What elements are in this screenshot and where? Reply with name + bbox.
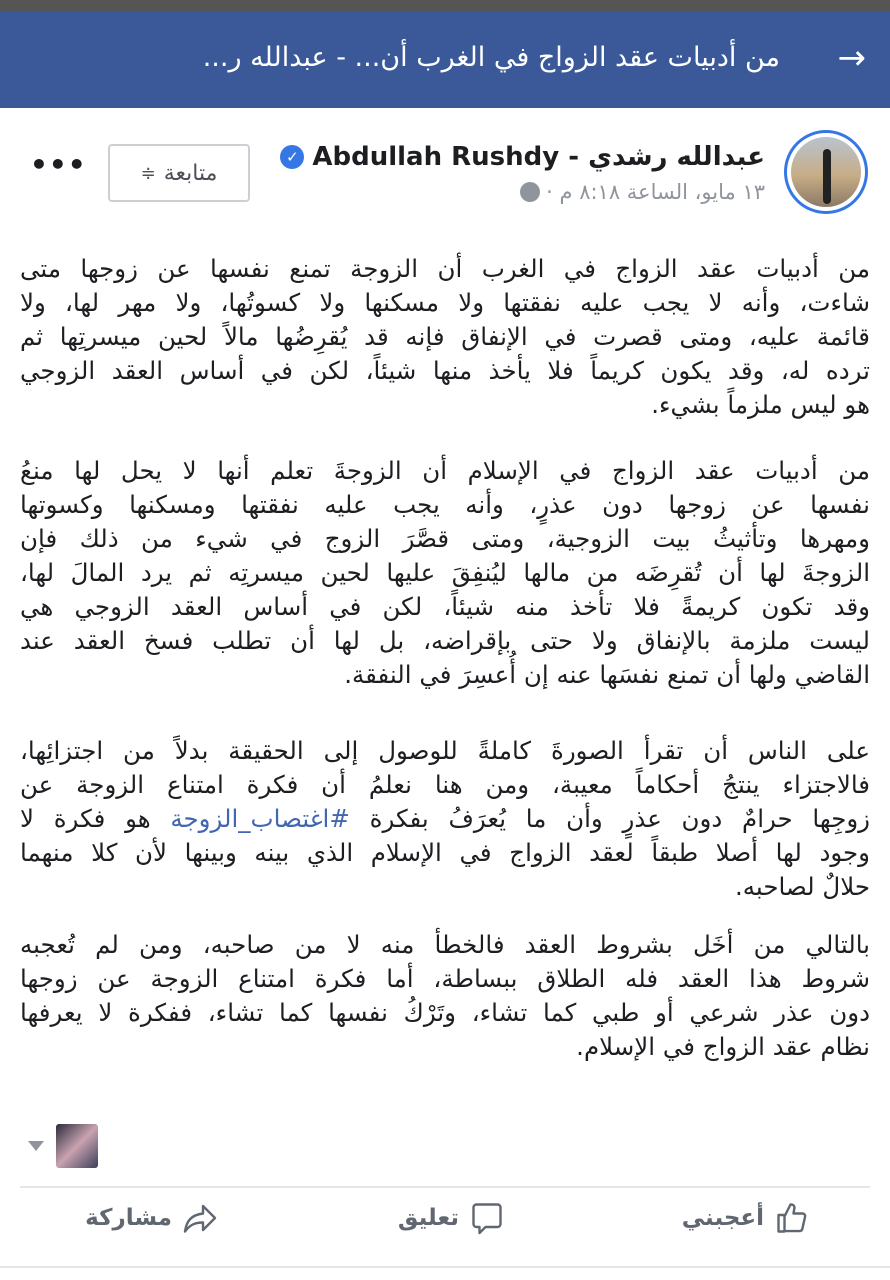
top-bar — [0, 12, 890, 108]
post-line: من أدبيات عقد الزواج في الإسلام أن الزوجةَ تعلم أنها لا يحل لها منعُ — [20, 456, 870, 485]
post-line: شاءت، وأنه لا يجب عليه نفقتها ولا مسكنها ولا كسوتُها، ولا مهر لها، ولا — [20, 288, 870, 317]
post-line: زوجِها حرامٌ دون عذرٍ وأن ما يُعرَفُ بفكرة #اغتصاب_الزوجة هو فكرة لا — [20, 804, 870, 833]
post-line: فالاجتزاء ينتجُ أحكاماً معيبة، ومن هنا نعلمُ أن فكرة امتناع الزوجة عن — [20, 770, 870, 799]
divider — [0, 1266, 890, 1268]
post-line: دون عذر شرعي أو طبي كما تشاء، وتَرْكُ نفسها كما تشاء، ففكرة لا يعرفها — [20, 998, 870, 1027]
share-button[interactable]: مشاركة — [85, 1200, 218, 1236]
post-paragraph-4 — [20, 928, 870, 1064]
post-line: شروط هذا العقد فله الطلاق ببساطة، أما فكرة امتناع الزوجة عن زوجها — [20, 964, 870, 993]
share-icon — [182, 1200, 218, 1236]
follow-label: متابعة — [163, 160, 218, 186]
rss-icon: ≑ — [140, 162, 156, 184]
post-line: على الناس أن تقرأ الصورةَ كاملةً للوصول إلى الحقيقة بدلاً من اجتزائِها، — [20, 736, 870, 765]
post-paragraph-3 — [20, 734, 870, 904]
thumbs-up-icon — [774, 1200, 810, 1236]
post-line: حلالٌ لصاحبه. — [735, 872, 870, 901]
follow-button[interactable] — [108, 144, 250, 202]
post-line: وقد تكون كريمةً فلا تأخذ منه شيئاً، لكن في أساس العقد الزوجي هي — [20, 592, 870, 621]
globe-icon — [520, 182, 540, 202]
more-options-icon[interactable]: ••• — [30, 148, 87, 181]
post-paragraph-1 — [20, 252, 870, 422]
arrow-right-icon[interactable]: → — [837, 38, 866, 78]
post-line: وجود لها أصلا طبقاً لعقد الزواج في الإسلام الذي بينه وبينها لأن كلا منهما — [20, 838, 870, 867]
page-title: من أدبيات عقد الزواج في الغرب أن... - عبدالله ر... — [202, 42, 780, 73]
avatar-photo — [791, 137, 861, 207]
post-line: هو ليس ملزماً بشيء. — [651, 390, 870, 419]
post-line: نفسها عن زوجها دون عذرٍ، وأنه يجب عليه نفقتها ومسكنها وكسوتها — [20, 490, 870, 519]
caret-down-icon[interactable] — [28, 1141, 44, 1151]
post-meta — [520, 180, 765, 204]
like-button[interactable]: أعجبني — [682, 1200, 810, 1236]
post-line: ومهرها وتأثيثُ بيت الزوجية، ومتى قصَّرَ الزوج في شيء من ذلك فإن — [20, 524, 870, 553]
reactions-row — [28, 1124, 98, 1168]
post-line: بالتالي من أخَل بشروط العقد فالخطأ منه لا من صاحبه، ومن لم تُعجبه — [20, 930, 870, 959]
status-strip — [0, 0, 890, 12]
post-line: نظام عقد الزواج في الإسلام. — [576, 1032, 870, 1061]
comment-button[interactable]: تعليق — [398, 1200, 505, 1236]
post-line: ليست ملزمة بالإنفاق ولا حتى بإقراضه، بل لها أن تطلب فسخ العقد عند — [20, 626, 870, 655]
comment-icon — [469, 1200, 505, 1236]
author-name[interactable]: عبدالله رشدي - Abdullah Rushdy — [312, 142, 765, 172]
avatar[interactable] — [784, 130, 868, 214]
action-bar — [0, 1200, 890, 1256]
verified-check-icon: ✓ — [280, 145, 304, 169]
post-line: من أدبيات عقد الزواج في الغرب أن الزوجة تمنع نفسها عن زوجها متى — [20, 254, 870, 283]
post-date[interactable]: ١٣ مايو، الساعة ٨:١٨ م · — [546, 180, 765, 204]
author-name-row — [280, 142, 765, 172]
post-line: الزوجةَ لها أن تُقرِضَه من مالها ليُنفِقَ عليها لحين ميسرتِه ثم يرد المالَ لها، — [20, 558, 870, 587]
hashtag-link[interactable]: #اغتصاب_الزوجة — [170, 804, 350, 833]
reactor-avatar[interactable] — [56, 1124, 98, 1168]
post-paragraph-2 — [20, 454, 870, 692]
post-line: ترده له، وقد يكون كريماً فلا يأخذ منها شيئاً، لكن في أساس العقد الزوجي — [20, 356, 870, 385]
divider — [20, 1186, 870, 1188]
post-line: قائمة عليه، ومتى قصرت في الإنفاق فإنه قد يُقرِضُها مالاً لحين ميسرتِها ثم — [20, 322, 870, 351]
post-line: القاضي ولها أن تمنع نفسَها عنه إن أُعسِرَ في النفقة. — [344, 660, 870, 689]
